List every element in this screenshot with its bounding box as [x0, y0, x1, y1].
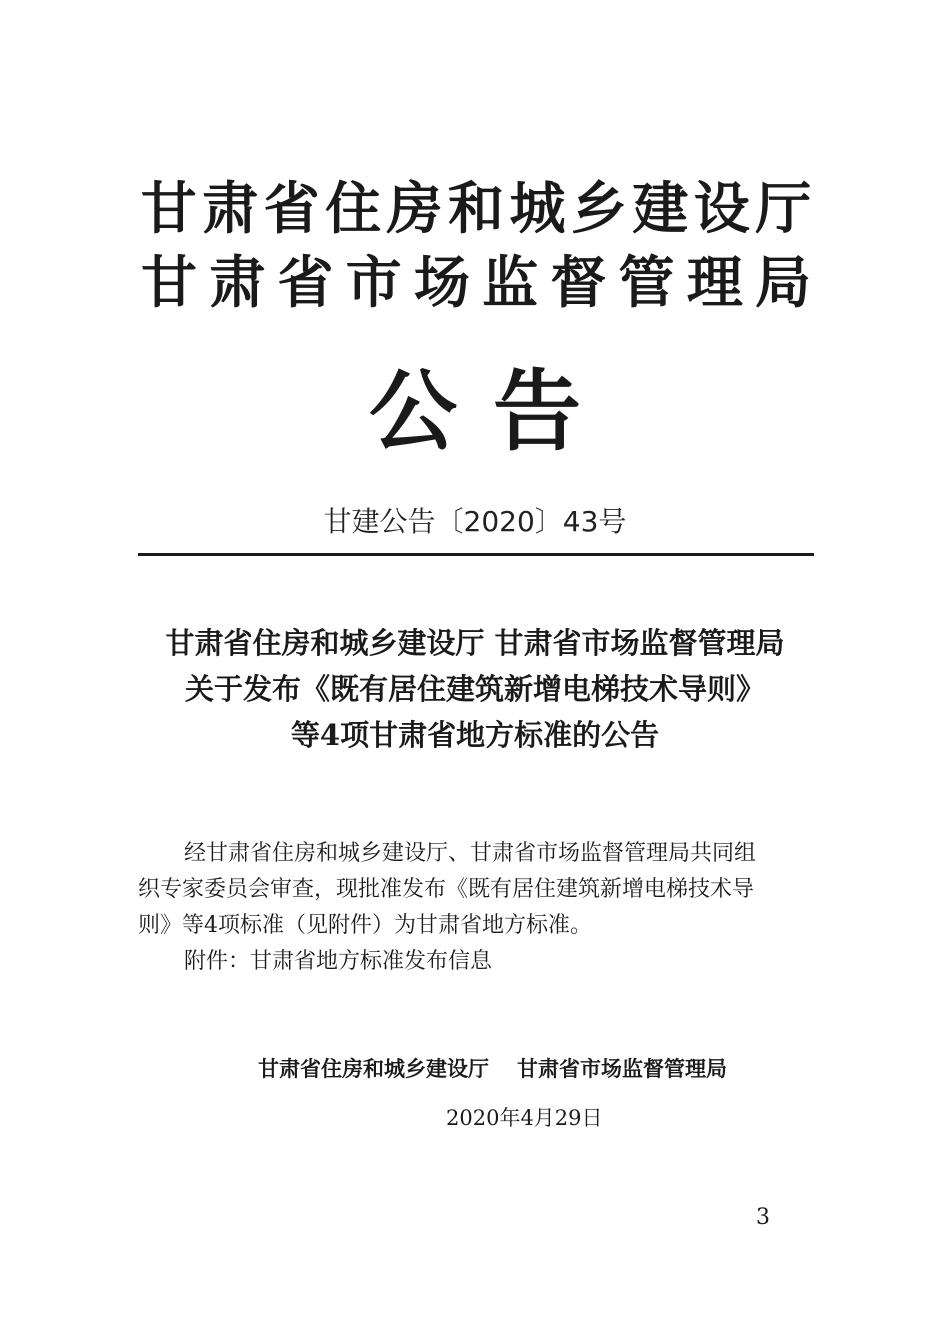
document-number: 甘建公告〔2020〕43号 — [323, 505, 627, 538]
issuer-char: 市 — [345, 251, 402, 316]
title-line: 关于发布《既有居住建筑新增电梯技术导则》 — [184, 672, 765, 706]
notice-title — [0, 620, 950, 758]
document-type-heading: 公告 — [368, 360, 617, 463]
issuer-char: 理 — [686, 251, 743, 316]
issuer-char: 省 — [277, 251, 334, 316]
body-line: 经甘肃省住房和城乡建设厅、甘肃省市场监督管理局共同组 — [184, 841, 757, 866]
issuer-char: 厅 — [755, 177, 812, 242]
issuer-char: 肃 — [202, 177, 259, 242]
issuer-char: 和 — [447, 177, 504, 242]
issuer-char: 甘 — [140, 177, 197, 242]
header-divider — [138, 553, 814, 556]
issuer-char: 建 — [632, 177, 689, 242]
issuer-char: 城 — [509, 177, 566, 242]
body-line: 则》等4项标准（见附件）为甘肃省地方标准。 — [138, 913, 592, 938]
issuer-char: 督 — [550, 251, 607, 316]
issuer-char: 管 — [618, 251, 675, 316]
signoff-date: 2020年4月29日 — [446, 1106, 603, 1130]
issuer-char: 监 — [482, 251, 539, 316]
issuer-char: 乡 — [570, 177, 627, 242]
issuer-char: 省 — [263, 177, 320, 242]
page-number: 3 — [756, 1205, 770, 1230]
issuer-char: 甘 — [141, 251, 197, 316]
issuer-char: 房 — [386, 177, 443, 242]
issuer-line-market-bureau — [138, 251, 814, 316]
attachment-line: 附件：甘肃省地方标准发布信息 — [184, 949, 493, 974]
issuer-char: 肃 — [209, 251, 266, 316]
issuer-char: 设 — [693, 177, 750, 242]
notice-body — [138, 836, 814, 980]
signoff-org: 甘肃省市场监督管理局 — [517, 1057, 727, 1081]
title-line: 甘肃省住房和城乡建设厅 甘肃省市场监督管理局 — [165, 626, 785, 660]
issuer-char: 局 — [754, 251, 811, 316]
issuer-char: 住 — [325, 177, 382, 242]
issuer-line-housing-department — [138, 177, 814, 242]
signoff-orgs — [258, 1052, 727, 1086]
body-line: 织专家委员会审查，现批准发布《既有居住建筑新增电梯技术导 — [138, 877, 755, 902]
title-line: 等4项甘肃省地方标准的公告 — [290, 718, 660, 752]
issuer-char: 场 — [413, 251, 470, 316]
signoff-org: 甘肃省住房和城乡建设厅 — [258, 1057, 489, 1081]
